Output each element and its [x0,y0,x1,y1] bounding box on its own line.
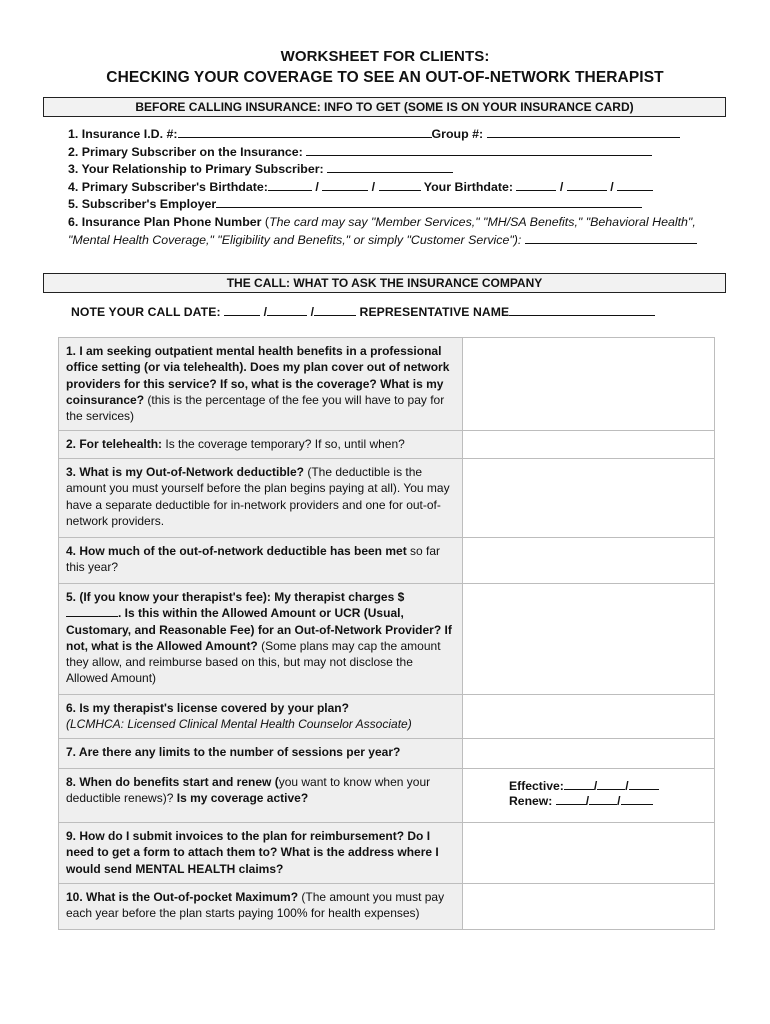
section-banner-the-call: THE CALL: WHAT TO ASK THE INSURANCE COMPANY [43,273,726,293]
question-6: 6. Is my therapist's license covered by your plan? (LCMHCA: Licensed Clinical Mental Health Counselor Associate) [59,695,463,739]
insurance-info-list [68,126,708,249]
your-birth-day-field[interactable] [567,179,607,191]
effective-day-field[interactable] [597,779,625,790]
effective-year-field[interactable] [629,779,659,790]
table-row [59,695,715,739]
answer-8-cell [463,769,715,823]
effective-date-line: Effective: / / [509,779,714,794]
question-5: 5. (If you know your therapist's fee): My therapist charges $. Is this within the Allowed Amount or UCR (Usual, Customary, and Reasonable Fee) for an Out-of-Network Provider? If not, what is the Allowed Amount? (Some plans may cap the amount they allow, and reimburse based on this, but may not disclose the Allowed Amount) [59,584,463,695]
table-row [59,538,715,584]
benefit-dates [463,769,714,809]
questions-table [58,337,715,930]
title-line-2: CHECKING YOUR COVERAGE TO SEE AN OUT-OF-NETWORK THERAPIST [106,69,664,86]
renew-month-field[interactable] [556,794,586,805]
insurance-id-field[interactable] [178,126,432,138]
table-row [59,431,715,459]
table-row [59,338,715,431]
call-year-field[interactable] [314,304,356,316]
info-item-birthdates: 4. Primary Subscriber's Birthdate: / / Your Birthdate: / / [68,179,708,197]
question-10: 10. What is the Out-of-pocket Maximum? (The amount you must pay each year before the plan starts paying 100% for health expenses) [59,884,463,930]
answer-1-field[interactable] [463,338,715,431]
answer-3-field[interactable] [463,459,715,538]
call-month-field[interactable] [224,304,260,316]
info-item-employer: 5. Subscriber's Employer [68,196,708,214]
subscriber-birth-year-field[interactable] [379,179,421,191]
plan-phone-field[interactable] [525,232,697,244]
answer-7-field[interactable] [463,739,715,769]
question-9: 9. How do I submit invoices to the plan for reimbursement? Do I need to get a form to attach them to? What is the address where I would send MENTAL HEALTH claims? [59,823,463,884]
question-4: 4. How much of the out-of-network deductible has been met so far this year? [59,538,463,584]
table-row [59,769,715,823]
therapist-fee-field[interactable] [66,606,118,617]
title-line-1: WORKSHEET FOR CLIENTS: [280,48,490,65]
question-2: 2. For telehealth: Is the coverage temporary? If so, until when? [59,431,463,459]
relationship-field[interactable] [327,161,453,173]
answer-2-field[interactable] [463,431,715,459]
answer-10-field[interactable] [463,884,715,930]
call-date-line: NOTE YOUR CALL DATE: / / REPRESENTATIVE NAME [71,304,655,319]
info-item-phone-number-cont: "Mental Health Coverage," "Eligibility and Benefits," or simply "Customer Service"): [68,232,708,250]
primary-subscriber-field[interactable] [306,144,652,156]
table-row [59,739,715,769]
representative-name-field[interactable] [509,304,655,316]
your-birth-year-field[interactable] [617,179,653,191]
call-day-field[interactable] [267,304,307,316]
answer-5-field[interactable] [463,584,715,695]
table-row [59,823,715,884]
subscriber-birth-month-field[interactable] [268,179,312,191]
answer-4-field[interactable] [463,538,715,584]
question-8: 8. When do benefits start and renew (you want to know when your deductible renews)? Is my coverage active? [59,769,463,823]
group-number-field[interactable] [487,126,680,138]
renew-date-line: Renew: / / [509,794,714,809]
answer-6-field[interactable] [463,695,715,739]
answer-9-field[interactable] [463,823,715,884]
info-item-insurance-id: 1. Insurance I.D. #: Group #: [68,126,708,144]
table-row [59,884,715,930]
renew-day-field[interactable] [589,794,617,805]
info-item-relationship: 3. Your Relationship to Primary Subscriber: [68,161,708,179]
question-3: 3. What is my Out-of-Network deductible? (The deductible is the amount you must yourself before the plan begins paying at all). You may have a separate deductible for in-network providers and one for out-of-network providers. [59,459,463,538]
table-row [59,459,715,538]
renew-year-field[interactable] [621,794,653,805]
question-1: 1. I am seeking outpatient mental health benefits in a professional office setting (or via telehealth). Does my plan cover out of network providers for this service? If so, what is the coverage? What is my coinsurance? (this is the percentage of the fee you will have to pay for the services) [59,338,463,431]
question-7: 7. Are there any limits to the number of sessions per year? [59,739,463,769]
employer-field[interactable] [216,196,642,208]
section-banner-before-calling: BEFORE CALLING INSURANCE: INFO TO GET (SOME IS ON YOUR INSURANCE CARD) [43,97,726,117]
table-row [59,584,715,695]
your-birth-month-field[interactable] [516,179,556,191]
info-item-primary-subscriber: 2. Primary Subscriber on the Insurance: [68,144,708,162]
effective-month-field[interactable] [564,779,594,790]
info-item-phone-number: 6. Insurance Plan Phone Number (The card may say "Member Services," "MH/SA Benefits," "Behavioral Health", [68,214,696,229]
subscriber-birth-day-field[interactable] [322,179,368,191]
